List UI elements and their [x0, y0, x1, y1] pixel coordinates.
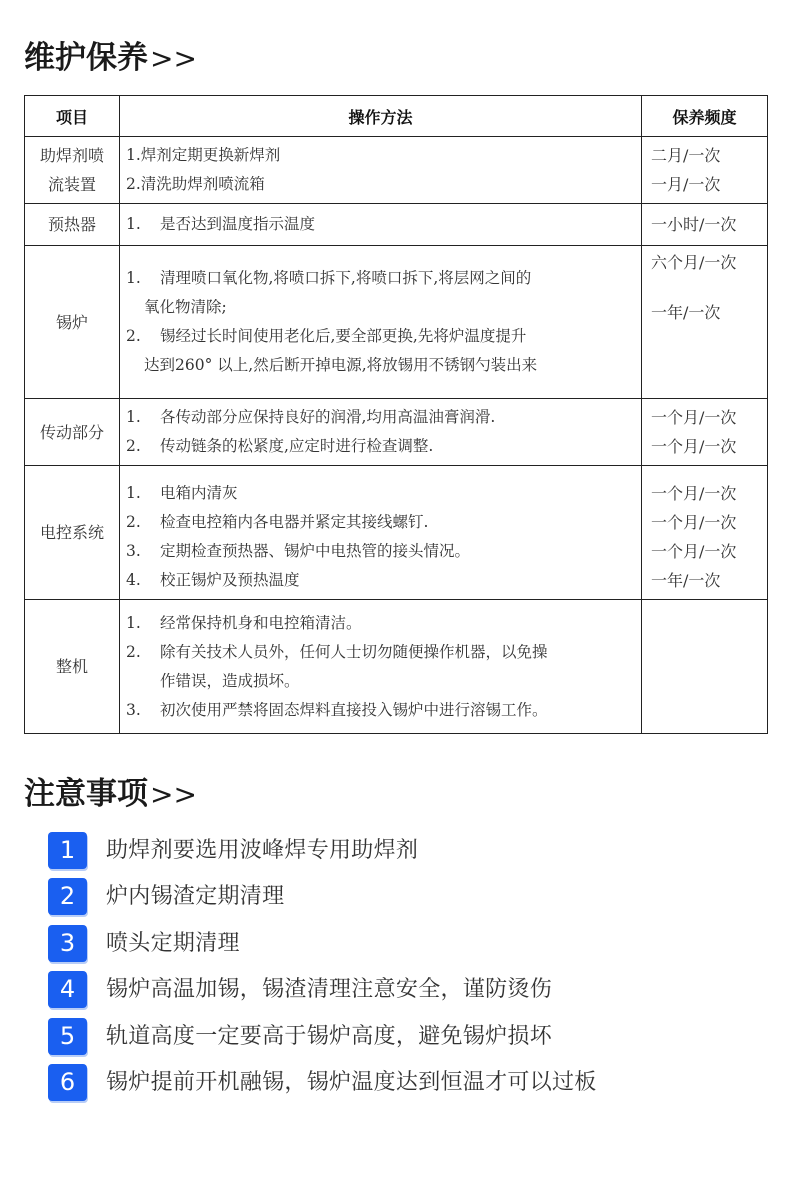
note-text: 锡炉提前开机融锡，锡炉温度达到恒温才可以过板	[106, 1069, 597, 1095]
note-text: 锡炉高温加锡，锡渣清理注意安全，谨防烫伤	[106, 977, 553, 1003]
number-badge: 5	[48, 1018, 87, 1055]
item-cell: 电控系统	[25, 466, 120, 600]
table-row	[25, 600, 768, 734]
method-cell: 1. 各传动部分应保持良好的润滑,均用高温油膏润滑. 2. 传动链条的松紧度,应定时进行检查调整.	[120, 399, 642, 466]
number-badge: 1	[48, 832, 87, 869]
list-item	[48, 832, 597, 878]
item-cell: 预热器	[25, 204, 120, 246]
table-row	[25, 204, 768, 246]
item-cell: 传动部分	[25, 399, 120, 466]
method-cell: 1. 经常保持机身和电控箱清洁。 2. 除有关技术人员外，任何人士切勿随便操作机器，以免操 作错误，造成损坏。 3. 初次使用严禁将固态焊料直接投入锡炉中进行溶锡工作。	[120, 600, 642, 734]
list-item	[48, 1064, 597, 1110]
number-badge: 6	[48, 1064, 87, 1101]
notes-section-title	[24, 768, 197, 813]
note-text: 喷头定期清理	[106, 930, 240, 956]
item-cell: 锡炉	[25, 246, 120, 399]
method-cell: 1. 是否达到温度指示温度	[120, 204, 642, 246]
method-line: 1.焊剂定期更换新焊剂	[126, 146, 281, 164]
table-row	[25, 466, 768, 600]
frequency-cell: 一个月/一次 一个月/一次 一个月/一次 一年/一次	[642, 466, 768, 600]
frequency-cell: 一个月/一次 一个月/一次	[642, 399, 768, 466]
note-text: 炉内锡渣定期清理	[106, 884, 285, 910]
maintenance-title-text: 维护保养	[24, 40, 148, 76]
maintenance-section-title	[24, 32, 197, 77]
header-method: 操作方法	[120, 96, 642, 137]
table-header-row	[25, 96, 768, 137]
method-line: 2.清洗助焊剂喷流箱	[126, 175, 265, 193]
frequency-cell: 二月/一次 一月/一次	[642, 137, 768, 204]
notes-list	[48, 832, 597, 1110]
list-item	[48, 971, 597, 1017]
method-cell: 1. 电箱内清灰 2. 检查电控箱内各电器并紧定其接线螺钉. 3. 定期检查预热器、锡炉中电热管的接头情况。 4. 校正锡炉及预热温度	[120, 466, 642, 600]
method-cell	[120, 137, 642, 204]
list-item	[48, 925, 597, 971]
header-frequency: 保养频度	[642, 96, 768, 137]
item-cell: 整机	[25, 600, 120, 734]
header-item: 项目	[25, 96, 120, 137]
title-arrows: >>	[150, 778, 197, 811]
table-row	[25, 137, 768, 204]
item-cell: 助焊剂喷 流装置	[25, 137, 120, 204]
method-cell: 1. 清理喷口氧化物,将喷口拆下,将喷口拆下,将层网之间的 氧化物清除; 2. 锡经过长时间使用老化后,要全部更换,先将炉温度提升 达到260° 以上,然后断开掉电源,将放锡用不锈钢勺装出来	[120, 246, 642, 399]
frequency-cell: 一小时/一次	[642, 204, 768, 246]
frequency-cell: 六个月/一次 一年/一次	[642, 246, 768, 399]
number-badge: 4	[48, 971, 87, 1008]
table-row	[25, 246, 768, 399]
number-badge: 3	[48, 925, 87, 962]
title-arrows: >>	[150, 42, 197, 75]
list-item	[48, 878, 597, 924]
number-badge: 2	[48, 878, 87, 915]
list-item	[48, 1018, 597, 1064]
frequency-cell	[642, 600, 768, 734]
note-text: 助焊剂要选用波峰焊专用助焊剂	[106, 838, 419, 863]
table-row	[25, 399, 768, 466]
maintenance-table	[24, 95, 768, 734]
notes-title-text: 注意事项	[24, 776, 148, 812]
note-text: 轨道高度一定要高于锡炉高度，避免锡炉损坏	[106, 1023, 553, 1049]
